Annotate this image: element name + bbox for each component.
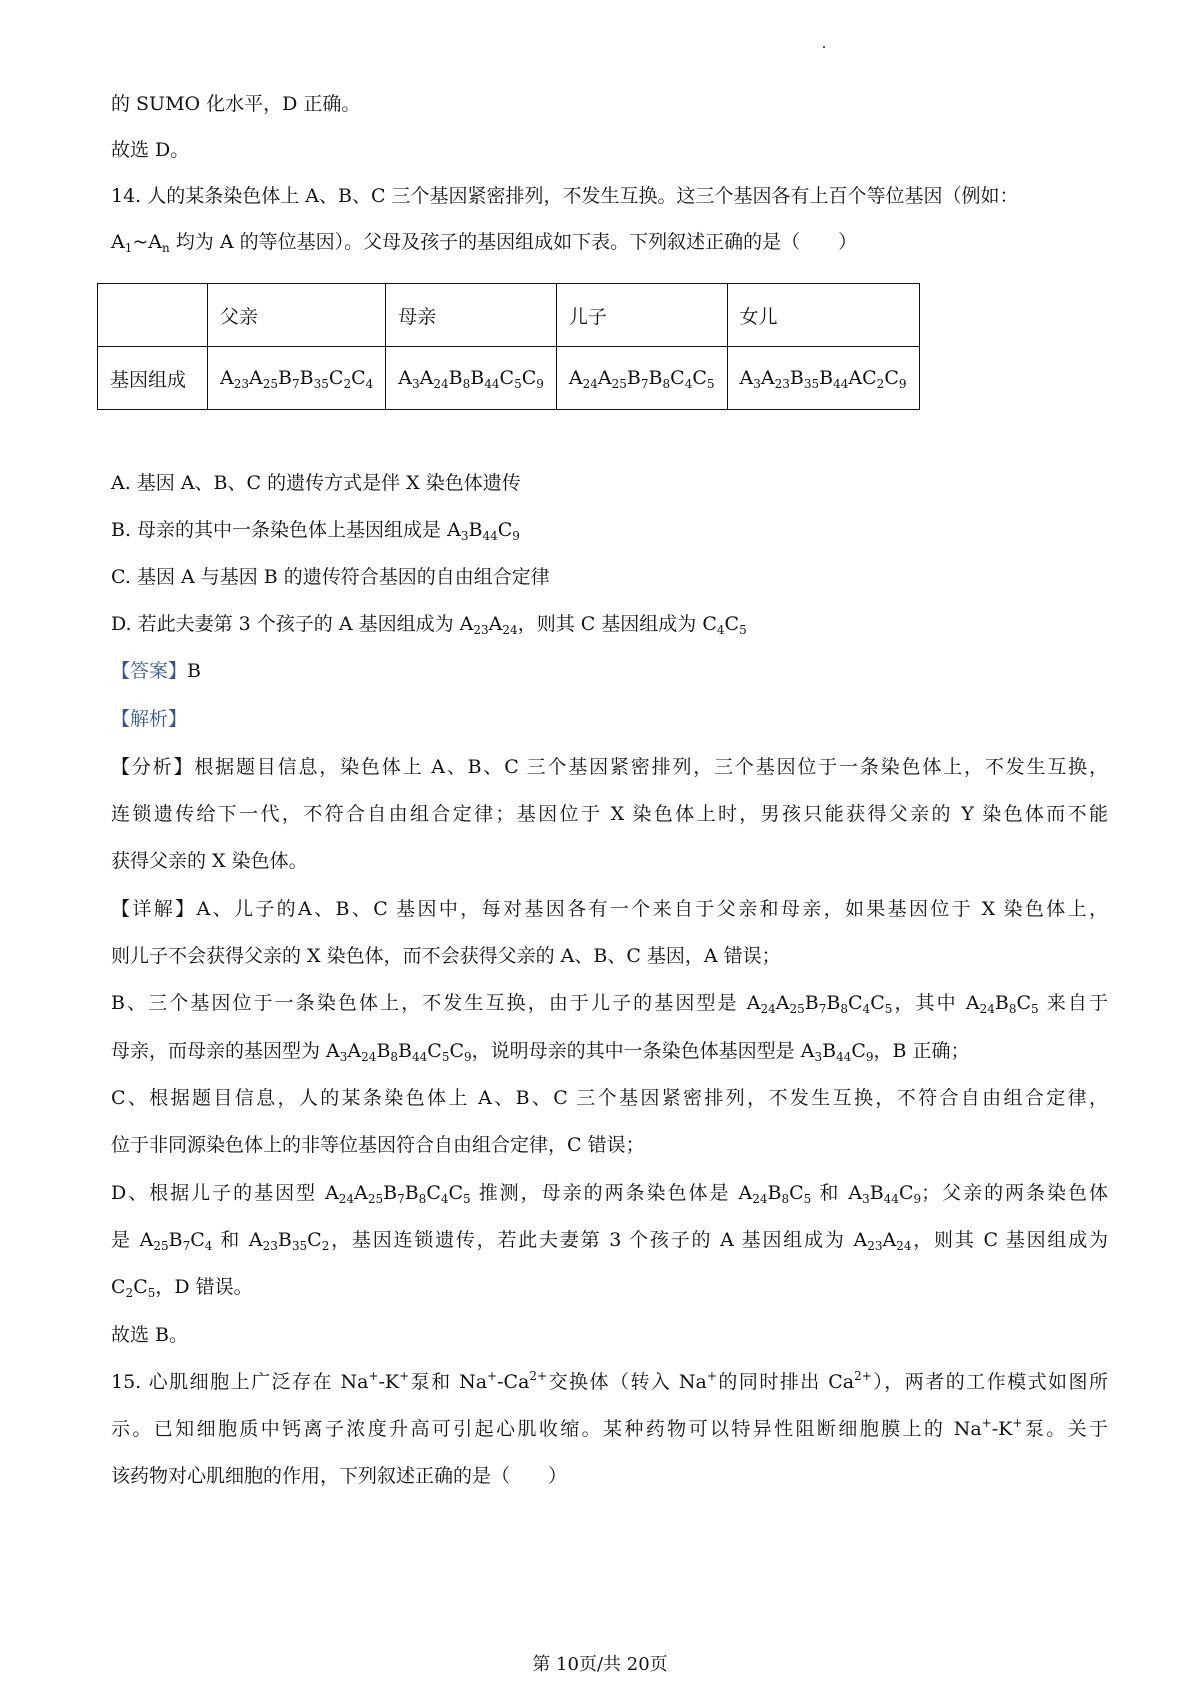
- xiangjie-a-line1: 【详解】A、儿子的A、B、C 基因中，每对基因各有一个来自于父亲和母亲，如果基因位于 X 染色体上，: [111, 898, 1108, 920]
- answer-label: 【答案】: [111, 660, 188, 682]
- page-footer: 第 10页/共 20页: [532, 1654, 668, 1675]
- gene-table: [97, 283, 920, 410]
- xiangjie-c-line2: 位于非同源染色体上的非等位基因符合自由组合定律，C 错误；: [111, 1134, 645, 1156]
- q14-stem-line2: $A_1\sim A_n$ 均为 A 的等位基因）。父母及孩子的基因组成如下表。下列叙述正确的是（ ）: [111, 231, 858, 255]
- q15-stem-line2: 示。已知细胞质中钙离子浓度升高可引起心肌收缩。某种药物可以特异性阻断细胞膜上的 Na+-K+泵。关于: [111, 1416, 1108, 1440]
- option-b: B. 母亲的其中一条染色体上基因组成是 $A_3B_{44}C_9$: [111, 519, 520, 543]
- fenxi-line2: 连锁遗传给下一代，不符合自由组合定律；基因位于 X 染色体上时，男孩只能获得父亲的 Y 染色体而不能: [111, 803, 1108, 825]
- table-cell-father: $A_{23}A_{25}B_7B_{35}C_2C_4$: [208, 347, 386, 410]
- answer-value: B: [187, 660, 201, 682]
- xiangjie-d-line3: $C_2C_5$，D 错误。: [111, 1276, 253, 1300]
- table-row-label: 基因组成: [98, 347, 208, 410]
- table-header-cell: [98, 284, 208, 347]
- xiangjie-b-line1: B、三个基因位于一条染色体上，不发生互换，由于儿子的基因型是 $A_{24}A_{25}B_7B_8C_4C_5$，其中 $A_{24}B_8C_5$ 来自于: [111, 992, 1108, 1016]
- scan-dot: [823, 46, 825, 48]
- table-cell-son: $A_{24}A_{25}B_7B_8C_4C_5$: [556, 347, 727, 410]
- option-a: A. 基因 A、B、C 的遗传方式是伴 X 染色体遗传: [111, 472, 521, 494]
- table-cell-daughter: $A_3A_{23}B_{35}B_{44}AC_2C_9$: [727, 347, 919, 410]
- table-header-cell: 儿子: [556, 284, 727, 347]
- q15-stem-line1: 15. 心肌细胞上广泛存在 Na+-K+泵和 $Na^+-Ca^{2+}$交换体（转入 Na+的同时排出 $Ca^{2+}$），两者的工作模式如图所: [111, 1369, 1108, 1393]
- xiangjie-b-line2: 母亲，而母亲的基因型为 $A_3A_{24}B_8B_{44}C_5C_9$，说明母亲的其中一条染色体基因型是 $A_3B_{44}C_9$，B 正确；: [111, 1040, 970, 1064]
- prev-answer-tail: 的 SUMO 化水平，D 正确。: [111, 93, 361, 115]
- option-c: C. 基因 A 与基因 B 的遗传符合基因的自由组合定律: [111, 566, 550, 588]
- xiangjie-d-line2: 是 $A_{25}B_7C_4$ 和 $A_{23}B_{35}C_2$，基因连锁遗传，若此夫妻第 3 个孩子的 A 基因组成为 $A_{23}A_{24}$，则其 C 基因组成为: [111, 1229, 1108, 1253]
- analysis-heading: 【解析】: [111, 708, 188, 730]
- fenxi-line1: 【分析】根据题目信息，染色体上 A、B、C 三个基因紧密排列，三个基因位于一条染色体上，不发生互换，: [111, 756, 1108, 778]
- conclusion: 故选 B。: [111, 1324, 189, 1346]
- xiangjie-d-line1: D、根据儿子的基因型 $A_{24}A_{25}B_7B_8C_4C_5$ 推测，母亲的两条染色体是 $A_{24}B_8C_5$ 和 $A_3B_{44}C_9$；父亲的两条染色体: [111, 1182, 1108, 1206]
- table-header-cell: 母亲: [386, 284, 557, 347]
- q14-stem-line1: 14. 人的某条染色体上 A、B、C 三个基因紧密排列，不发生互换。这三个基因各有上百个等位基因（例如：: [111, 185, 1019, 207]
- fenxi-line3: 获得父亲的 X 染色体。: [111, 850, 308, 872]
- table-header-cell: 父亲: [208, 284, 386, 347]
- answer: [111, 658, 1108, 684]
- xiangjie-a-line2: 则儿子不会获得父亲的 X 染色体，而不会获得父亲的 A、B、C 基因，A 错误；: [111, 945, 781, 967]
- xiangjie-c-line1: C、根据题目信息，人的某条染色体上 A、B、C 三个基因紧密排列，不发生互换，不符合自由组合定律，: [111, 1087, 1108, 1109]
- option-d: D. 若此夫妻第 3 个孩子的 A 基因组成为 $A_{23}A_{24}$，则其 C 基因组成为 $C_4C_5$: [111, 613, 747, 637]
- q15-stem-line3: 该药物对心肌细胞的作用，下列叙述正确的是（ ）: [111, 1465, 568, 1487]
- table-cell-mother: $A_3A_{24}B_8B_{44}C_5C_9$: [386, 347, 557, 410]
- table-header-cell: 女儿: [727, 284, 919, 347]
- prev-conclusion: 故选 D。: [111, 139, 190, 161]
